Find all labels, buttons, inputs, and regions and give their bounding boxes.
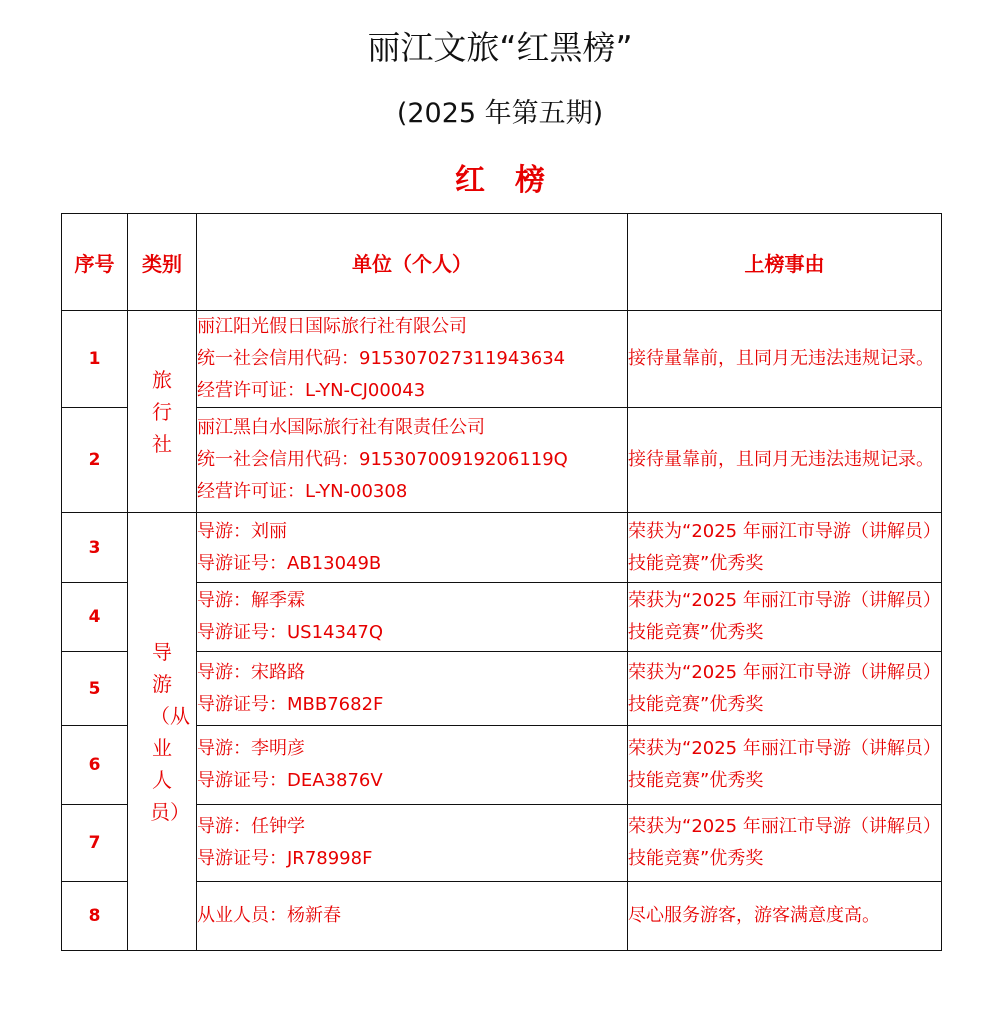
header-unit: 单位（个人） [197,214,628,311]
unit-cell [197,583,628,652]
section-title-red-list: 红榜 [455,163,575,198]
unit-license: 经营许可证：L-YN-CJ00043 [197,380,426,401]
guide-name: 导游：解季霖 [197,590,305,611]
table-row [62,513,942,583]
unit-cell [197,726,628,805]
unit-cell [197,513,628,583]
row-number: 4 [62,583,128,652]
unit-name: 丽江阳光假日国际旅行社有限公司 [197,316,467,337]
guide-name: 导游：宋路路 [197,661,305,683]
header-type: 类别 [128,214,197,311]
table-header-row [62,214,942,311]
reason-cell: 荣获为“2025 年丽江市导游（讲解员）技能竞赛”优秀奖 [628,652,942,726]
row-number: 1 [62,311,128,408]
unit-cell [197,882,628,951]
guide-license: 导游证号：DEA3876V [197,770,383,791]
category-label-guide: 导游（从业人员） [150,639,190,824]
guide-name: 导游：刘丽 [197,520,287,542]
unit-license: 经营许可证：L-YN-00308 [197,481,408,502]
document-title: 丽江文旅“红黑榜” [367,28,633,67]
category-cell-agency [128,311,197,513]
row-number: 2 [62,408,128,513]
header-reason: 上榜事由 [628,214,942,311]
guide-license: 导游证号：MBB7682F [197,693,384,715]
staff-name: 从业人员：杨新春 [197,905,341,926]
guide-license: 导游证号：US14347Q [197,622,384,643]
table-row [62,311,942,408]
unit-cell [197,311,628,408]
row-number: 3 [62,513,128,583]
row-number: 7 [62,805,128,882]
reason-cell: 尽心服务游客，游客满意度高。 [628,882,942,951]
guide-name: 导游：李明彦 [197,738,305,759]
reason-cell: 荣获为“2025 年丽江市导游（讲解员）技能竞赛”优秀奖 [628,726,942,805]
unit-cell [197,408,628,513]
row-number: 5 [62,652,128,726]
guide-license: 导游证号：JR78998F [197,848,373,869]
unit-cell [197,652,628,726]
row-number: 8 [62,882,128,951]
guide-license: 导游证号：AB13049B [197,552,382,574]
category-cell-guide [128,513,197,951]
reason-cell: 荣获为“2025 年丽江市导游（讲解员）技能竞赛”优秀奖 [628,583,942,652]
reason-cell: 荣获为“2025 年丽江市导游（讲解员）技能竞赛”优秀奖 [628,805,942,882]
header-no: 序号 [62,214,128,311]
unit-cell [197,805,628,882]
document-subtitle: (2025 年第五期) [396,98,604,129]
unit-credit-code: 统一社会信用代码：91530700919206119Q [197,449,568,470]
unit-name: 丽江黑白水国际旅行社有限责任公司 [197,417,485,438]
reason-cell: 接待量靠前，且同月无违法违规记录。 [628,311,942,408]
reason-cell: 接待量靠前，且同月无违法违规记录。 [628,408,942,513]
reason-cell: 荣获为“2025 年丽江市导游（讲解员）技能竞赛”优秀奖 [628,513,942,583]
category-label-agency: 旅行社 [152,367,172,456]
unit-credit-code: 统一社会信用代码：915307027311943634 [197,348,566,369]
guide-name: 导游：任钟学 [197,816,305,837]
row-number: 6 [62,726,128,805]
red-list-table [61,213,942,951]
